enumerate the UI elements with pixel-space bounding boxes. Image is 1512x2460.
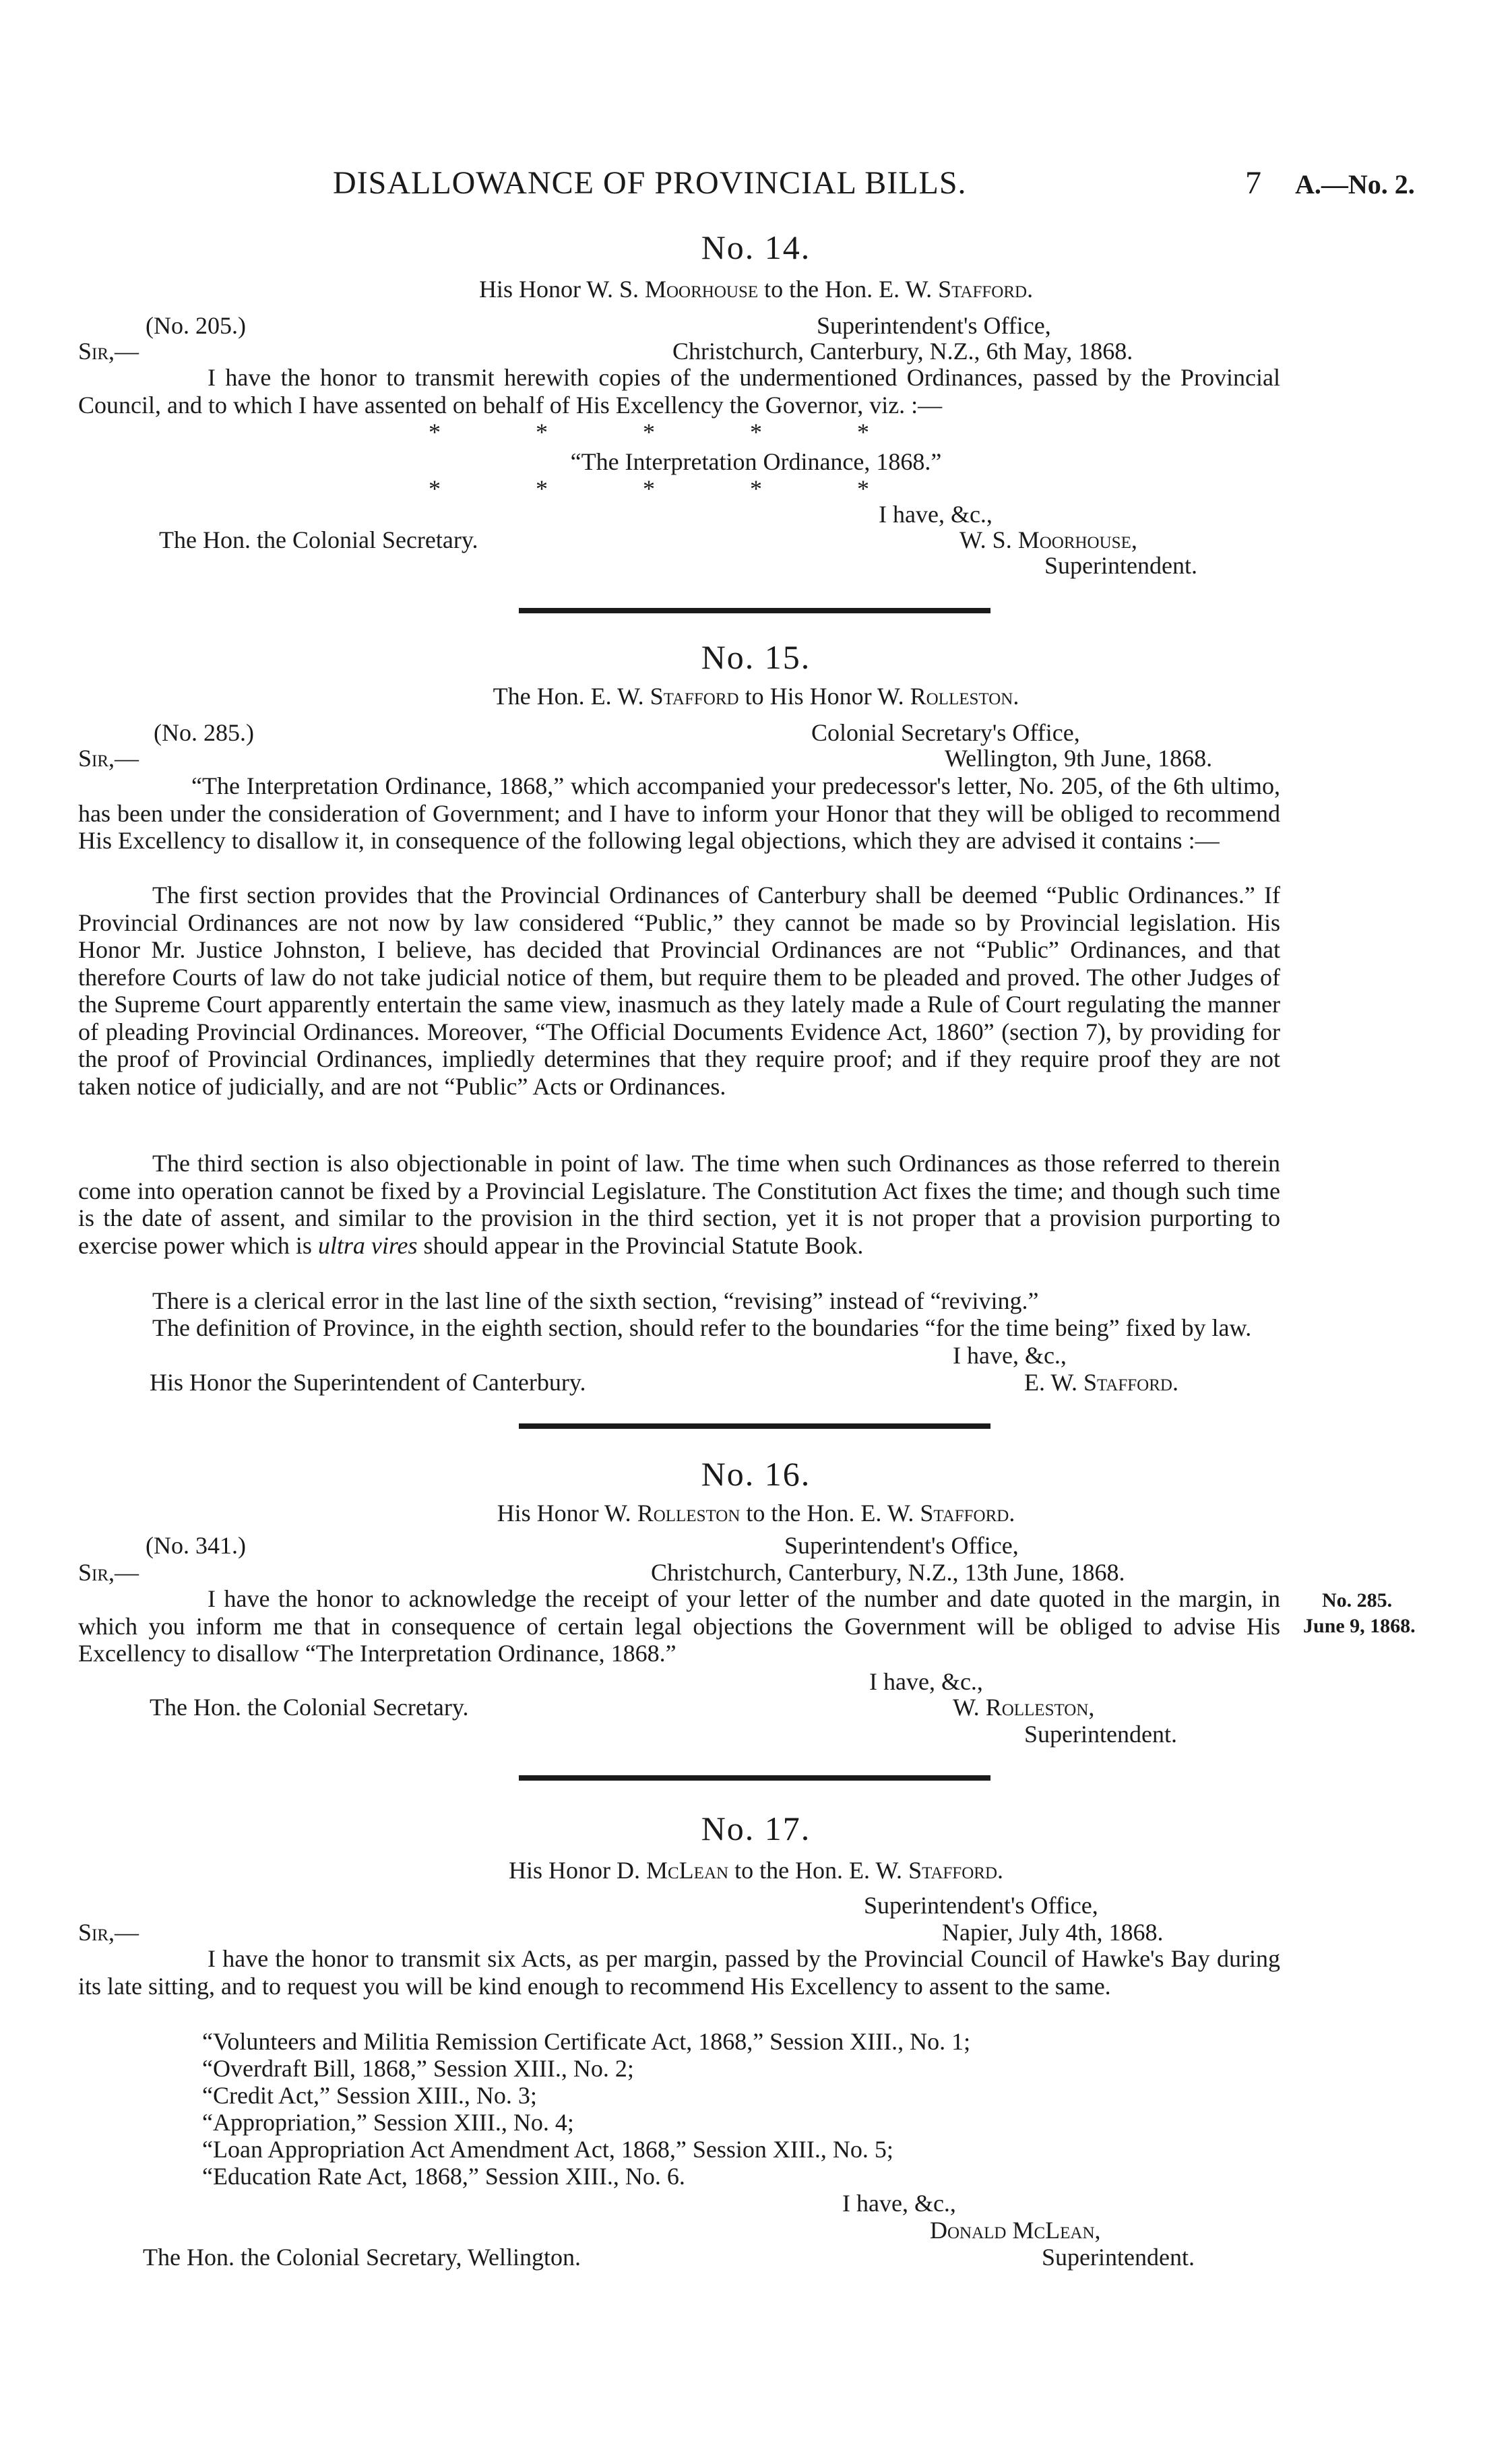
letter-14-asterisks-bottom: * * * * *	[429, 475, 873, 502]
letter-14-signatory: W. S. Moorhouse,	[959, 526, 1137, 553]
section-divider	[519, 1775, 990, 1781]
letter-15-paragraph-3: The third section is also objectionable in point of law. The time when such Ordinances as those referred to therein come into operation cannot be fixed by a Provincial Legislature. The Constitution Act fixes the time; and though such time is the date of assent, and similar to the provision in the third section, yet it is not proper that a provision purporting to exercise power which is ultra vires should appear in the Provincial Statute Book.	[78, 1150, 1280, 1259]
letter-14-asterisks-top: * * * * *	[429, 419, 873, 445]
letter-14-closing: I have, &c.,	[879, 501, 993, 528]
letter-17-place-date: Napier, July 4th, 1868.	[942, 1919, 1164, 1946]
letter-16-closing: I have, &c.,	[869, 1668, 983, 1695]
act-list-item: “Loan Appropriation Act Amendment Act, 1868,” Session XIII., No. 5;	[202, 2136, 893, 2163]
letter-17-signatory-title: Superintendent.	[1042, 2244, 1195, 2271]
letter-14-addressee: The Hon. the Colonial Secretary.	[159, 526, 478, 553]
margin-note-date: June 9, 1868.	[1303, 1615, 1416, 1637]
letter-14-office: Superintendent's Office,	[817, 312, 1051, 339]
letter-15-paragraph-1: “The Interpretation Ordinance, 1868,” which accompanied your predecessor's letter, No. 205, of the 6th ultimo, has been under the consideration of Government; and I have to inform your Honor that they will be obliged to recommend His Excellency to disallow it, in consequence of the following legal objections, which they are advised it contains :—	[78, 772, 1280, 854]
running-title: DISALLOWANCE OF PROVINCIAL BILLS.	[333, 165, 967, 201]
letter-15-paragraph-5: The definition of Province, in the eighth section, should refer to the boundaries “for the time being” fixed by law.	[152, 1314, 1252, 1341]
letter-15-place-date: Wellington, 9th June, 1868.	[945, 745, 1213, 772]
page-number: 7	[1245, 165, 1261, 201]
letter-16-place-date: Christchurch, Canterbury, N.Z., 13th June, 1868.	[651, 1559, 1125, 1586]
letter-16-body: I have the honor to acknowledge the receipt of your letter of the number and date quoted in the margin, in which you inform me that in consequence of certain legal objections the Government will be obliged to advise His Excellency to disallow “The Interpretation Ordinance, 1868.”	[78, 1585, 1280, 1667]
act-list-item: “Credit Act,” Session XIII., No. 3;	[202, 2082, 537, 2109]
letter-16-office: Superintendent's Office,	[784, 1532, 1019, 1559]
letter-17-signatory: Donald McLean,	[930, 2217, 1101, 2244]
letter-15-number: No. 15.	[701, 638, 811, 676]
letter-17-from-to: His Honor D. McLean to the Hon. E. W. Stafford.	[509, 1857, 1003, 1884]
letter-16-signatory: W. Rolleston,	[953, 1694, 1095, 1721]
letter-15-from-to: The Hon. E. W. Stafford to His Honor W. Rolleston.	[493, 683, 1019, 710]
letter-15-salutation: Sir,—	[78, 745, 139, 772]
letter-15-ref: (No. 285.)	[154, 719, 254, 746]
letter-15-signatory: E. W. Stafford.	[1024, 1369, 1178, 1396]
letter-15-addressee: His Honor the Superintendent of Canterbury.	[150, 1369, 586, 1396]
letter-17-body: I have the honor to transmit six Acts, as per margin, passed by the Provincial Council of Hawke's Bay during its late sitting, and to request you will be kind enough to recommend His Excellency to assent to the same.	[78, 1945, 1280, 2000]
letter-17-addressee: The Hon. the Colonial Secretary, Wellington.	[143, 2244, 581, 2271]
letter-17-closing: I have, &c.,	[842, 2190, 956, 2217]
letter-14-number: No. 14.	[701, 228, 811, 266]
act-list-item: “Overdraft Bill, 1868,” Session XIII., No. 2;	[202, 2055, 634, 2082]
letter-17-office: Superintendent's Office,	[864, 1892, 1098, 1919]
letter-14-body: I have the honor to transmit herewith copies of the undermentioned Ordinances, passed by the Provincial Council, and to which I have assented on behalf of His Excellency the Governor, viz. :—	[78, 364, 1280, 419]
letter-16-ref: (No. 341.)	[146, 1532, 246, 1559]
letter-14-quoted-ordinance: “The Interpretation Ordinance, 1868.”	[570, 448, 942, 475]
letter-15-office: Colonial Secretary's Office,	[811, 719, 1080, 746]
letter-16-signatory-title: Superintendent.	[1024, 1721, 1177, 1748]
section-divider	[519, 608, 990, 613]
letter-14-ref: (No. 205.)	[146, 312, 246, 339]
letter-16-addressee: The Hon. the Colonial Secretary.	[150, 1694, 469, 1721]
letter-14-signatory-title: Superintendent.	[1044, 552, 1197, 579]
act-list-item: “Volunteers and Militia Remission Certificate Act, 1868,” Session XIII., No. 1;	[202, 2028, 971, 2055]
act-list-item: “Appropriation,” Session XIII., No. 4;	[202, 2109, 574, 2136]
letter-17-salutation: Sir,—	[78, 1919, 139, 1946]
letter-15-closing: I have, &c.,	[953, 1342, 1067, 1369]
section-divider	[519, 1423, 990, 1429]
letter-16-number: No. 16.	[701, 1455, 811, 1493]
letter-15-paragraph-2: The first section provides that the Provincial Ordinances of Canterbury shall be deemed “Public Ordinances.” If Provincial Ordinances are not now by law considered “Public,” they cannot be made so by Provincial legislation. His Honor Mr. Justice Johnston, I believe, has decided that Provincial Ordinances are not “Public” Ordinances, and that therefore Courts of law do not take judicial notice of them, but require them to be pleaded and proved. The other Judges of the Supreme Court apparently entertain the same view, inasmuch as they lately made a Rule of Court regulating the manner of pleading Provincial Ordinances. Moreover, “The Official Documents Evidence Act, 1860” (section 7), by providing for the proof of Provincial Ordinances, impliedly determines that they require proof; and if they require proof they are not taken notice of judicially, and are not “Public” Acts or Ordinances.	[78, 882, 1280, 1100]
letter-16-from-to: His Honor W. Rolleston to the Hon. E. W. Stafford.	[497, 1500, 1015, 1527]
paper-series: A.—No. 2.	[1295, 169, 1415, 199]
letter-14-salutation: Sir,—	[78, 338, 139, 365]
letter-16-salutation: Sir,—	[78, 1559, 139, 1586]
letter-14-from-to: His Honor W. S. Moorhouse to the Hon. E. W. Stafford.	[478, 276, 1034, 303]
letter-17-number: No. 17.	[701, 1810, 811, 1847]
letter-15-paragraph-4: There is a clerical error in the last line of the sixth section, “revising” instead of “reviving.”	[152, 1287, 1039, 1314]
letter-14-place-date: Christchurch, Canterbury, N.Z., 6th May, 1868.	[672, 338, 1133, 365]
act-list-item: “Education Rate Act, 1868,” Session XIII., No. 6.	[202, 2163, 685, 2190]
margin-note-ref: No. 285.	[1322, 1589, 1393, 1611]
